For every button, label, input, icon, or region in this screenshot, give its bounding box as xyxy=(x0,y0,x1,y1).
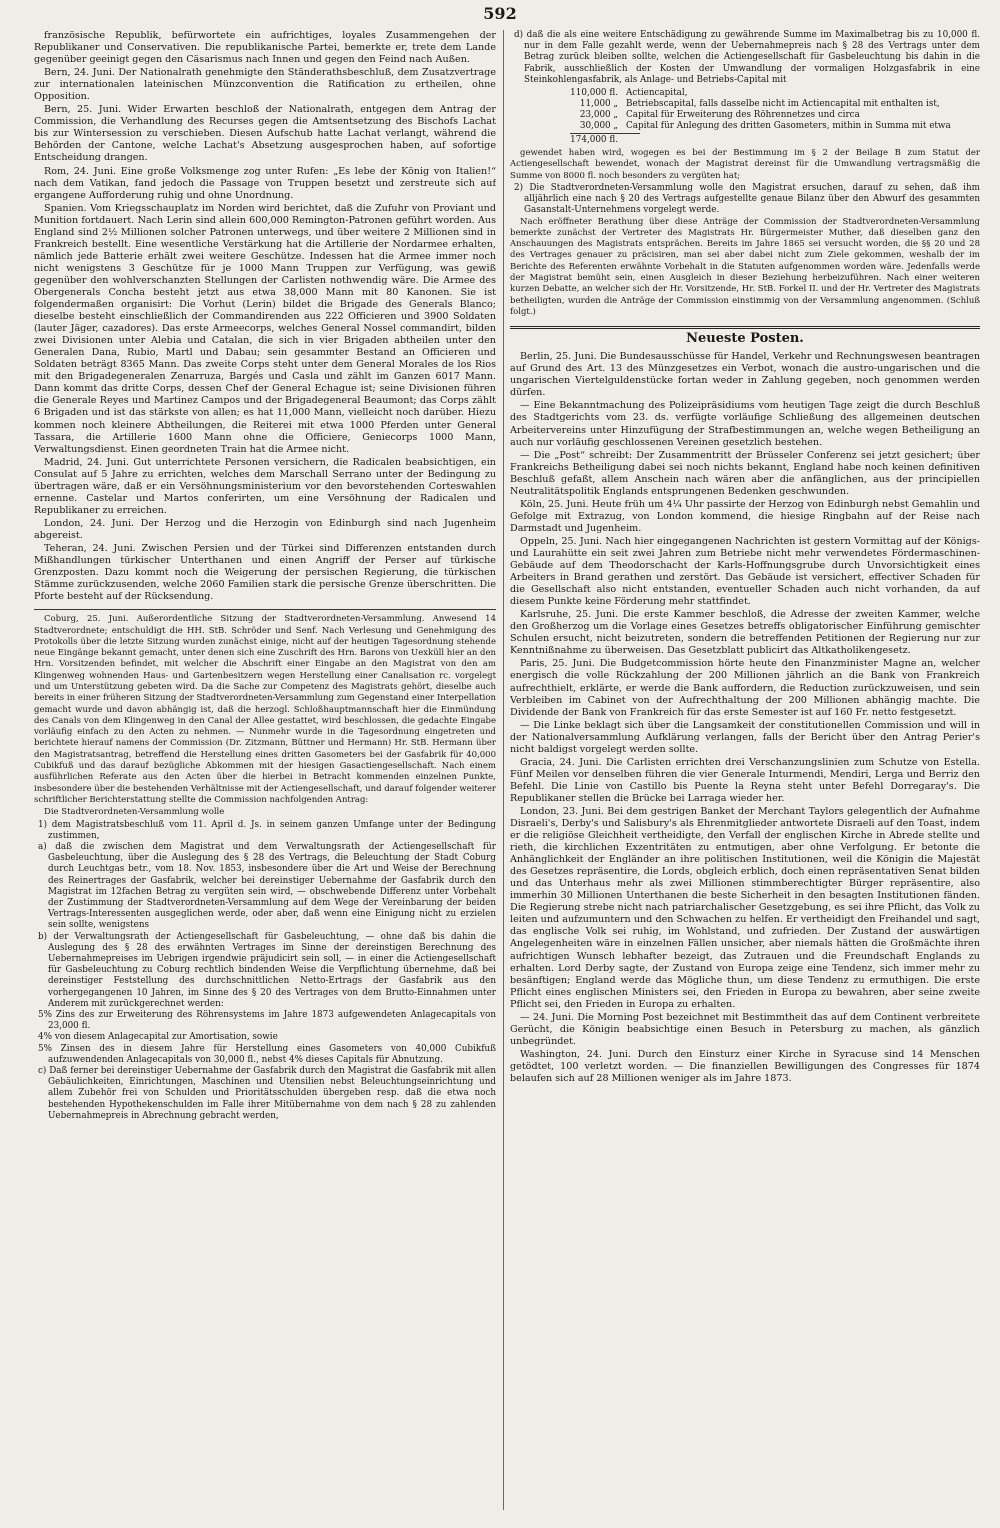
article-teheran: Teheran, 24. Juni. Zwischen Persien und der Türkei sind Differenzen entstanden durch Mißhandlungen türkischer Unterthanen und einen Angriff der Perser auf türkische Grenzposten. Dazu kommt noch die Weigerung der persischen Regierung, die türkischen Stämme zurückzusenden, welche 2060 Familien stark die persische Grenze überschritten. Die Pforte besteht auf der Rücksendung. xyxy=(34,542,496,603)
article-coburg: Coburg, 25. Juni. Außerordentliche Sitzung der Stadtverordneten-Versammlung. Anwesend 14 Stadtverordnete; entschuldigt die HH. StB. Schröder und Senf. Nach Verlesung und Genehmigung des Protokolls über die letzte Sitzung wurden zunächst einige, nicht auf der heutigen Tagesordnung stehende neue Eingänge bekannt gemacht, unter denen sich eine Zuschrift des Hrn. Barons von Uexküll hier an den Hrn. Vorsitzenden befindet, mit welcher die Abschrift einer Eingabe an den Magistrat von den am Klingenweg wohnenden Haus- und Gartenbesitzern wegen Herstellung einer Canalisation rc. vorgelegt und um Unterstützung gebeten wird. Da die Sache zur Competenz des Magistrats gehört, dieselbe auch bereits in einer früheren Sitzung der Stadtverordneten-Versammlung zum Gegenstand einer Interpellation gemacht wurde und davon abhängig ist, daß die herzogl. Schloßhauptmannschaft hier die Einmündung des Canals von dem Klingenweg in den Canal der Allee gestattet, wird beschlossen, die gedachte Eingabe vorläufig einfach zu den Acten zu nehmen. — Nunmehr wurde in die Tagesordnung eingetreten und berichtete hierauf namens der Commission (Dr. Zitzmann, Büttner und Hermann) Hr. StB. Hermann über den Magistratsantrag, betreffend die Herstellung eines dritten Gasometers bei der Gasfabrik für 40,000 Cubikfuß und das darauf bezügliche Abkommen mit der hiesigen Gasactiengesellschaft. Nach einem ausführlichen Referate aus den Acten über die hierbei in Betracht kommenden einzelnen Punkte, insbesondere über die bestehenden Verhältnisse mit der Actiengesellschaft, und darauf folgender weiterer schriftlicher Berichterstattung stellte die Commission nachfolgenden Antrag: xyxy=(34,614,496,805)
article-bern-24: Bern, 24. Juni. Der Nationalrath genehmigte den Ständerathsbeschluß, dem Zusatzvertrage zur internationalen lateinischen Münzconvention die Ratification zu ertheilen, ohne Opposition. xyxy=(34,67,496,103)
left-column xyxy=(34,30,496,1520)
column-divider xyxy=(503,30,504,1510)
section-divider xyxy=(34,609,496,610)
list-item: b) der Verwaltungsrath der Actiengesellschaft für Gasbeleuchtung, — ohne daß bis dahin die Auslegung des § 28 des erwähnten Vertrages im Sinne der dereinstigen Berechnung des Uebernahmepreises im Uebrigen irgendwie präjudicirt sein soll, — in einer die Actiengesellschaft für Gasbeleuchtung zu Coburg rechtlich bindenden Weise die Verpflichtung übernehme, daß bei dereinstiger Feststellung des durchschnittlichen Netto-Ertrags der Gasfabrik aus den vorhergegangenen 10 Jahren, im Sinne des § 20 des Vertrages von dem Brutto-Einnahmen unter Anderem mit zurückgerechnet werden: xyxy=(38,931,496,1009)
news-item: Oppeln, 25. Juni. Nach hier eingegangenen Nachrichten ist gestern Vormittag auf der Königs- und Laurahütte ein seit zwei Jahren zum Betriebe nicht mehr verwendetes Fördermaschinen-Gebäude auf dem Theodorschacht der Karls-Hoffnungsgrube durch Unvorsichtigkeit eines Arbeiters in Brand gerathen und zerstört. Das Gebäude ist versichert, effectiver Schaden für die Gesellschaft also nicht entstanden, eventueller Schaden auch nicht vorhanden, da auf diesem Punkte keine Förderung mehr stattfindet. xyxy=(510,535,980,608)
after-table-text: gewendet haben wird, wogegen es bei der Bestimmung im § 2 der Beilage B zum Statut der Actiengesellschaft bewendet, wonach der Magistrat dereinst für die Umwandlung vertragsmäßig die Summe von 8000 fl. noch besonders zu vergüten hat; xyxy=(510,148,980,181)
news-item: — Die Linke beklagt sich über die Langsamkeit der constitutionellen Commission und will in der Nationalversammlung Aufklärung verlangen, falls der Bericht über den Antrag Perier's nicht baldigst vorgelegt werden sollte. xyxy=(510,719,980,755)
table-row xyxy=(570,88,980,99)
article-bern-25: Bern, 25. Juni. Wider Erwarten beschloß der Nationalrath, entgegen dem Antrag der Commission, die Verhandlung des Recurses gegen die Amtsentsetzung des Bischofs Lachat bis zur Wintersession zu verschieben. Diesen Aufschub hatte Lachat verlangt, während die Behörden der Cantone, welche Lachat's Absetzung ausgesprochen haben, auf sofortige Entscheidung drangen. xyxy=(34,104,496,164)
news-item: — Eine Bekanntmachung des Polizeipräsidiums vom heutigen Tage zeigt die durch Beschluß des Stadtgerichts vom 23. ds. verfügte vorläufige Schließung des allgemeinen deutschen Arbeitervereins unter Hinzufügung der Strafbestimmungen an, welche wegen Betheiligung an auch nur vorläufig geschlossenen Vereinen gesetzlich bestehen. xyxy=(510,400,980,448)
article-france: französische Republik, befürwortete ein aufrichtiges, loyales Zusammengehen der Republikaner und Conservativen. Die republikanische Partei, bemerkte er, trete dem Lande gegenüber geeinigt gegen den Cäsarismus nach Innen und gegen den Feind nach Außen. xyxy=(34,30,496,66)
table-total: 174,000 fl. xyxy=(570,135,618,146)
section-divider xyxy=(510,326,980,329)
list-item: a) daß die zwischen dem Magistrat und dem Verwaltungsrath der Actiengesellschaft für Gasbeleuchtung, über die Auslegung des § 28 des Vertrags, die Beleuchtung der Stadt Coburg durch Leuchtgas betr., vom 18. Nov. 1853, insbesondere über die Art und Weise der Berechnung des Reinertrages der Gasfabrik, welcher bei dereinstiger Uebernahme der Gasfabrik durch den Magistrat im 12fachen Betrag zu vergüten sein wird, — obschwebende Differenz unter Vorbehalt der Zustimmung der Stadtverordneten-Versammlung auf dem Wege der Vereinbarung der beiden Vertrags-Interessenten ausgeglichen werde, oder aber, daß wenn eine Einigung nicht zu erzielen sein sollte, wenigstens xyxy=(38,841,496,931)
list-item: 4% von diesem Anlagecapital zur Amortisation, sowie xyxy=(38,1032,278,1043)
table-amount: 110,000 fl. xyxy=(570,88,618,99)
news-item: Berlin, 25. Juni. Die Bundesausschüsse für Handel, Verkehr und Rechnungswesen beantragen auf Grund des Art. 13 des Münzgesetzes ein Verbot, wonach die austro-ungarischen und die ungarischen Viertelguldenstücke fortan weder in Zahlung gegeben, noch genommen werden dürfen. xyxy=(510,351,980,399)
list-item: d) daß die als eine weitere Entschädigung zu gewährende Summe im Maximalbetrag bis zu 10,000 fl. nur in dem Falle gezahlt werde, wenn der Uebernahmepreis nach § 28 des Vertrags unter dem Betrag zurück bleiben sollte, welchen die Actiengesellschaft für Gasbeleuchtung bis dahin in die Fabrik, ausschließlich der Kosten der Umwandlung der vormaligen Holzgasfabrik in eine Steinkohlengasfabrik, als Anlage- und Betriebs-Capital mit xyxy=(514,30,980,85)
table-row xyxy=(570,110,980,121)
table-description: Capital für Erweiterung des Röhrennetzes und circa xyxy=(626,110,860,121)
table-amount: 30,000 „ xyxy=(579,121,618,132)
news-item: — 24. Juni. Die Morning Post bezeichnet mit Bestimmtheit das auf dem Continent verbreitete Gerücht, die Königin beabsichtige einen Besuch in Petersburg zu machen, als gänzlich unbegründet. xyxy=(510,1011,980,1047)
article-madrid: Madrid, 24. Juni. Gut unterrichtete Personen versichern, die Radicalen beabsichtigen, ein Consulat auf 5 Jahre zu errichten, welches dem Marschall Serrano unter der Bedingung zu übertragen wäre, daß er ein Versöhnungsministerium vor den bevorstehenden Corteswahlen ernenne. Castelar und Martos conferirten, um eine Versöhnung der Radicalen und Republikaner zu erreichen. xyxy=(34,456,496,516)
coburg-closing: Nach eröffneter Berathung über diese Anträge der Commission der Stadtverordneten-Versammlung bemerkte zunächst der Vertreter des Magistrats Hr. Bürgermeister Muther, daß dieselben ganz den Anschauungen des Magistrats entsprächen. Bereits im Jahre 1865 sei versucht worden, die §§ 20 und 28 des Vertrages genauer zu präcisiren, man sei aber dabei nicht zum Ziele gekommen, weshalb der im Berichte des Referenten erwähnte Vorbehalt in die Statuten aufgenommen worden wäre. Jedenfalls werde der Magistrat bemüht sein, einen Ausgleich in dieser Beziehung herbeizuführen. Nach einer weiteren kurzen Debatte, an welcher sich der Hr. Vorsitzende, Hr. StB. Forkel II. und der Hr. Vertreter des Magistrats betheiligten, wurden die Anträge der Commission einstimmig von der Versammlung angenommen. (Schluß folgt.) xyxy=(510,216,980,317)
list-item: c) Daß ferner bei dereinstiger Uebernahme der Gasfabrik durch den Magistrat die Gasfabrik mit allen Gebäulichkeiten, Einrichtungen, Maschinen und Utensilien nebst Beleuchtungseinrichtung und allem Zubehör frei von Schulden und Prioritätsschulden übergeben resp. daß die etwa noch bestehenden Hypothekenschulden im Falle ihrer Mitübernahme von dem nach § 28 zu zahlenden Uebernahmepreis in Abrechnung gebracht werden, xyxy=(38,1066,496,1121)
table-amount: 23,000 „ xyxy=(579,110,618,121)
news-item: Köln, 25. Juni. Heute früh um 4¼ Uhr passirte der Herzog von Edinburgh nebst Gemahlin und Gefolge mit Extrazug, von London kommend, die hiesige Ringbahn auf der Reise nach Darmstadt und Jugenheim. xyxy=(510,498,980,534)
news-item: Karlsruhe, 25. Juni. Die erste Kammer beschloß, die Adresse der zweiten Kammer, welche den Großherzog um die Vorlage eines Gesetzes betreffs obligatorischer Einführung gemischter Schulen ersucht, nicht beizutreten, sondern die betreffenden Petitionen der Regierung nur zur Kenntnißnahme zu überweisen. Das Gesetzblatt publicirt das Altkatholikengesetz. xyxy=(510,609,980,657)
section-heading: Neueste Posten. xyxy=(686,331,804,347)
list-item: 1) dem Magistratsbeschluß vom 11. April d. Js. in seinem ganzen Umfange unter der Bedingung zustimmen, xyxy=(38,819,496,841)
article-coburg-motion: Die Stadtverordneten-Versammlung wolle xyxy=(44,807,225,818)
table-description: Capital für Anlegung des dritten Gasometers, mithin in Summa mit etwa xyxy=(626,121,951,132)
table-description: Betriebscapital, falls dasselbe nicht im Actiencapital mit enthalten ist, xyxy=(626,99,940,110)
list-item: 5% Zins des zur Erweiterung des Röhrensystems im Jahre 1873 aufgewendeten Anlagecapitals von 23,000 fl. xyxy=(38,1010,496,1032)
list-item: 5% Zinsen des in diesem Jahre für Herstellung eines Gasometers von 40,000 Cubikfuß aufzuwendenden Anlagecapitals von 30,000 fl., nebst 4% dieses Capitals für Abnutzung. xyxy=(38,1043,496,1065)
news-item: Paris, 25. Juni. Die Budgetcommission hörte heute den Finanzminister Magne an, welcher energisch die volle Rückzahlung der 200 Millionen jährlich an die Bank von Frankreich aufrechthielt, erklärte, er werde die Bank auffordern, die Reduction zurückzuweisen, und sein Verbleiben im Cabinet von der Aufrechthaltung der 200 Millionen abhängig machte. Die Dividende der Bank von Frankreich für das erste Semester ist auf 160 Fr. netto festgesetzt. xyxy=(510,658,980,718)
table-total-row xyxy=(570,135,980,146)
table-row xyxy=(570,99,980,110)
article-london: London, 24. Juni. Der Herzog und die Herzogin von Edinburgh sind nach Jugenheim abgereist. xyxy=(34,517,496,541)
table-row xyxy=(570,121,980,132)
table-sum-rule xyxy=(570,133,640,134)
list-item: 2) Die Stadtverordneten-Versammlung wolle den Magistrat ersuchen, darauf zu sehen, daß ihm alljährlich eine nach § 20 des Vertrags aufgestellte genaue Bilanz über den Abwurf des gesammten Gasanstalt-Unternehmens vorgelegt werde. xyxy=(514,182,980,216)
table-amount: 11,000 „ xyxy=(579,99,618,110)
article-rom: Rom, 24. Juni. Eine große Volksmenge zog unter Rufen: „Es lebe der König von Italien!“ nach dem Vatikan, fand jedoch die Passage von Truppen besetzt und zerstreute sich auf ergangene Aufforderung ruhig und ohne Unordnung. xyxy=(34,165,496,201)
news-item: Washington, 24. Juni. Durch den Einsturz einer Kirche in Syracuse sind 14 Menschen getödtet, 100 verletzt worden. — Die finanziellen Bewilligungen des Congresses für 1874 belaufen sich auf 28 Millionen weniger als im Jahre 1873. xyxy=(510,1048,980,1084)
news-item: — Die „Post“ schreibt: Der Zusammentritt der Brüsseler Conferenz sei jetzt gesichert; über Frankreichs Betheiligung dabei sei noch nichts bekannt, England habe noch keinen definitiven Beschluß gefaßt, allem Anschein nach wären aber die anfänglichen, aus der principiellen Neutralitätspolitik Englands entsprungenen Bedenken geschwunden. xyxy=(510,449,980,497)
news-item: Gracia, 24. Juni. Die Carlisten errichten drei Verschanzungslinien zum Schutze von Estella. Fünf Meilen vor denselben führen die vier Generale Inturmendi, Mendiri, Lerga und Berriz den Befehl. Die Linie von Castillo bis Puente la Reyna steht unter Befehl Dorregaray's. Die Republikaner stellen die Brücke bei Larraga wieder her. xyxy=(510,756,980,804)
table-description: Actiencapital, xyxy=(626,88,688,99)
news-item: London, 23. Juni. Bei dem gestrigen Banket der Merchant Taylors gelegentlich der Aufnahme Disraeli's, Derby's und Salisbury's als Ehrenmitglieder antwortete Disraeli auf den Toast, indem er die religiöse Gleichheit vertheidigte, den Verfall der englischen Kirche in Abrede stellte und rieth, die kirchlichen Exzentritäten zu entmutigen, aber ohne Verfolgung. Er betonte die Anhänglichkeit der Engländer an ihre politischen Institutionen, weil die Königin die Majestät des Gesetzes repräsentire, die Lords, obgleich erblich, doch einen repräsentativen Senat bilden und das Unterhaus mehr als zwei Millionen stimmberechtigter Bürger repräsentire, also immerhin 30 Millionen Unterthanen die beste Sicherheit in den besagten Institutionen fänden. Die Regierung strebe nicht nach patriarchalischer Gesetzgebung, es sei ihre Pflicht, das Volk zu leiten und aufzumuntern und den Schwachen zu helfen. Er vertheidigt den Freihandel und sagt, das englische Volk sei ruhig, im Wohlstand, und zufrieden. Der Zustand der auswärtigen Angelegenheiten wäre in einzelnen Fällen unsicher, aber niemals hätten die Großmächte ihren aufrichtigen Wunsch lebhafter bezeigt, das Zutrauen und die Freundschaft Englands zu erhalten. Lord Derby sagte, der Zustand von Europa zeige eine Tendenz, sich immer mehr zu besänftigen; England werde das Mögliche thun, um diese Tendenz zu ermuthigen. Die erste Pflicht eines englischen Ministers sei, den Frieden in Europa zu bewahren, aber seine zweite Pflicht sei, den Frieden in Europa zu erhalten. xyxy=(510,805,980,1010)
article-spanien: Spanien. Vom Kriegsschauplatz im Norden wird berichtet, daß die Zufuhr von Proviant und Munition fortdauert. Nach Lerin sind allein 600,000 Remington-Patronen geführt worden. Aus England sind 2½ Millionen solcher Patronen unterwegs, und über weitere 2 Millionen sind in Frankreich bestellt. Eine wesentliche Verstärkung hat die Artillerie der Nordarmee erhalten, nämlich jede Batterie erhält zwei weitere Geschütze. Indessen hat die Armee immer noch nicht wenigstens 3 Geschütze für je 1000 Mann Truppen zur Verfügung, was gewiß gegenüber den wohlverschanzten Stellungen der Carlisten nothwendig wäre. Die Armee des Obergenerals Concha besteht jetzt aus etwa 38,000 Mann mit 80 Kanonen. Sie ist folgendermaßen organisirt: Die Vorhut (Lerin) bildet die Brigade des Generals Blanco; dieselbe besteht einschließlich der Commandirenden aus 222 Officieren und 3900 Soldaten (lauter Jäger, cazadores). Das erste Armeecorps, welches General Nossel commandirt, bilden zwei Divisionen unter Alebia und Catalan, die sich in vier Brigaden abtheilen unter den Generalen Dana, Rubio, Martl und Dabau; sein gesammter Bestand an Officieren und Soldaten beträgt 8365 Mann. Das zweite Corps steht unter dem General Morales de los Rios mit den Brigadegeneralen Zenarruza, Bargés und Casla und zählt im Ganzen 6017 Mann. Dann kommt das dritte Corps, dessen Chef der General Echague ist; seine Divisionen führen die Generale Reyes und Martinez Campos und der Brigadegeneral Beaumont; das Corps zählt 6 Brigaden und ist das stärkste von allen; es hat 11,000 Mann, vielleicht noch darüber. Hiezu kommen noch kleinere Abtheilungen, die Reiterei mit etwa 1000 Pferden unter General Tassara, die Artillerie 1600 Mann ohne die Officiere, Geniecorps 1000 Mann, Verwaltungsdienst. Einen geordneten Train hat die Armee nicht. xyxy=(34,202,496,455)
page-number: 592 xyxy=(483,4,517,23)
right-column xyxy=(510,30,980,1520)
capital-table xyxy=(570,88,980,146)
